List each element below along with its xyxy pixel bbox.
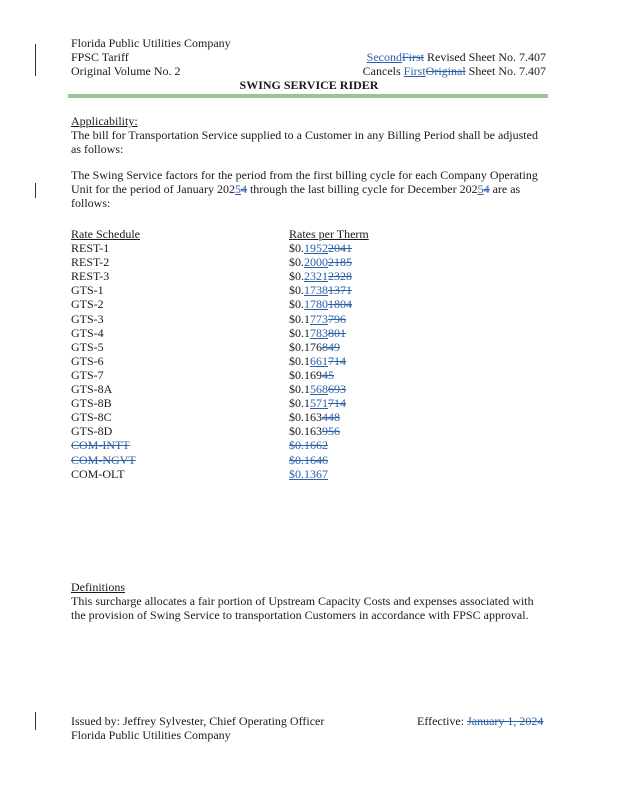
year-new-2: 5 [477, 182, 484, 196]
revision-bar [35, 712, 36, 730]
rate-row [71, 382, 391, 396]
rate-schedule-name: GTS-4 [71, 325, 104, 340]
rate-base: $0.1 [289, 382, 310, 396]
rate-value [289, 312, 346, 326]
rate-value [289, 283, 352, 297]
rate-old: 956 [322, 424, 340, 439]
applicability-text-1: The bill for Transportation Service supplied to a Customer in any Billing Period shall be adjusted [71, 128, 538, 142]
rate-base: $0.163 [289, 424, 322, 439]
definitions-line-2: the provision of Swing Service to transportation Customers in accordance with FPSC approval. [71, 608, 529, 622]
revised-rest: Revised Sheet No. 7.407 [424, 50, 546, 64]
rate-row [71, 368, 391, 382]
rate-new: 1780 [304, 297, 328, 312]
rate-new: 1952 [304, 241, 328, 255]
rate-old: 693 [328, 382, 346, 396]
rate-old: 2041 [328, 241, 352, 255]
definitions-heading: Definitions [71, 580, 125, 594]
rate-value [289, 396, 346, 410]
applicability-heading: Applicability: [71, 114, 138, 128]
rate-schedule-name: REST-2 [71, 255, 110, 270]
rate-base: $0.1 [289, 353, 310, 368]
rate-old: 1371 [328, 283, 352, 298]
rate-old: 1804 [328, 297, 352, 312]
rate-base: $0.1 [289, 325, 310, 340]
rate-value [289, 297, 352, 311]
effective-label: Effective: [417, 714, 468, 728]
rate-row [71, 340, 391, 354]
rate-old: 2328 [328, 269, 352, 284]
issued-by: Issued by: Jeffrey Sylvester, Chief Operating Officer [71, 714, 325, 728]
rate-old: 849 [322, 339, 340, 354]
rate-value: $0.1662 [289, 438, 328, 453]
applicability-text-2: as follows: [71, 142, 124, 156]
rate-row [71, 396, 391, 410]
rate-value [289, 368, 334, 382]
rate-new: 773 [310, 311, 328, 326]
cancels-old: Original [425, 64, 466, 78]
rate-new: 783 [310, 325, 328, 340]
rate-base: $0. [289, 297, 304, 312]
rate-schedule-name: GTS-8C [71, 410, 112, 425]
rate-row [71, 424, 391, 438]
rate-row-removed [71, 453, 391, 467]
rate-row [71, 312, 391, 326]
rate-base: $0. [289, 283, 304, 298]
rate-row-last [71, 467, 391, 481]
year-old: 4 [240, 182, 247, 196]
rate-schedule-name: GTS-8B [71, 396, 112, 411]
rate-schedule-name: GTS-7 [71, 367, 104, 382]
rate-value [289, 269, 352, 283]
rate-schedule-name: GTS-1 [71, 283, 104, 298]
rate-old: 796 [328, 311, 346, 326]
factors-line-2: Unit for the period of January 20254 through the last billing cycle for December 20254 are as [71, 182, 521, 196]
rate-value: $0.1646 [289, 452, 328, 467]
rate-row [71, 354, 391, 368]
effective-old-date: January 1, 2024 [467, 714, 544, 728]
rate-schedule-name: GTS-5 [71, 339, 104, 354]
rate-old: 2185 [328, 255, 352, 270]
rate-new: 571 [310, 396, 328, 411]
tariff-label: FPSC Tariff [71, 50, 129, 64]
title-rule [68, 94, 548, 98]
rate-new: 568 [310, 382, 328, 396]
rate-old: 801 [328, 325, 346, 340]
revised-new: Second [366, 50, 402, 64]
rate-schedule-name: COM-NGVT [71, 452, 136, 467]
rate-schedule-name: REST-1 [71, 241, 110, 255]
cancels-prefix: Cancels [362, 64, 404, 78]
rate-value [289, 424, 340, 438]
rate-new: 2000 [304, 255, 328, 270]
rate-row-removed [71, 438, 391, 452]
col-rates-per-therm: Rates per Therm [289, 227, 369, 241]
rate-row [71, 410, 391, 424]
rate-schedule-name: COM-OLT [71, 466, 125, 481]
cancels-sheet [363, 64, 546, 79]
volume-label: Original Volume No. 2 [71, 64, 181, 78]
rate-base: $0.163 [289, 410, 322, 425]
rate-base: $0. [289, 241, 304, 255]
rate-value [289, 241, 352, 255]
rate-schedule-name: GTS-2 [71, 297, 104, 312]
revised-old: First [401, 50, 424, 64]
rate-old: 45 [322, 367, 334, 382]
rate-value [289, 382, 346, 396]
rate-base: $0. [289, 269, 304, 284]
factors-line-3: follows: [71, 196, 111, 210]
rate-old: 714 [328, 396, 346, 411]
rate-schedule-name: COM-INTT [71, 438, 130, 453]
rate-new: 661 [310, 353, 328, 368]
rate-row [71, 326, 391, 340]
cancels-rest: Sheet No. 7.407 [465, 64, 546, 78]
rate-value [289, 340, 340, 354]
rate-old: 448 [322, 410, 340, 425]
rate-base: $0.169 [289, 367, 322, 382]
year-new: 5 [234, 182, 241, 196]
page-title: SWING SERVICE RIDER [239, 78, 379, 92]
revision-bar [35, 44, 36, 76]
rate-schedule-name: GTS-8D [71, 424, 113, 439]
rate-schedule-name: GTS-6 [71, 353, 104, 368]
rate-schedule-name: GTS-3 [71, 311, 104, 326]
rate-base: $0.176 [289, 339, 322, 354]
definitions-line-1: This surcharge allocates a fair portion of Upstream Capacity Costs and expenses associated with [71, 594, 534, 608]
rate-row [71, 283, 391, 297]
year-old-2: 4 [483, 182, 490, 196]
revision-bar [35, 183, 36, 198]
rate-row [71, 241, 391, 255]
company-name: Florida Public Utilities Company [71, 36, 231, 50]
rate-row [71, 297, 391, 311]
rate-old: 714 [328, 353, 346, 368]
factors-line-1: The Swing Service factors for the period from the first billing cycle for each Company Operating [71, 168, 538, 182]
cancels-new: First [403, 64, 426, 78]
rate-value [289, 255, 352, 269]
rate-schedule-name: REST-3 [71, 269, 110, 284]
rate-new: 1738 [304, 283, 328, 298]
rate-value [289, 410, 340, 424]
revised-sheet [367, 50, 546, 65]
rate-new: 2321 [304, 269, 328, 284]
effective-date [417, 714, 543, 729]
rate-row [71, 255, 391, 269]
rate-row [71, 269, 391, 283]
rate-value [289, 326, 346, 340]
rate-base: $0. [289, 255, 304, 270]
rate-value: $0.1367 [289, 466, 328, 481]
col-rate-schedule: Rate Schedule [71, 227, 140, 241]
rate-value [289, 354, 346, 368]
rate-base: $0.1 [289, 311, 310, 326]
footer-company: Florida Public Utilities Company [71, 728, 231, 742]
rate-base: $0.1 [289, 396, 310, 411]
rate-schedule-name: GTS-8A [71, 382, 113, 396]
